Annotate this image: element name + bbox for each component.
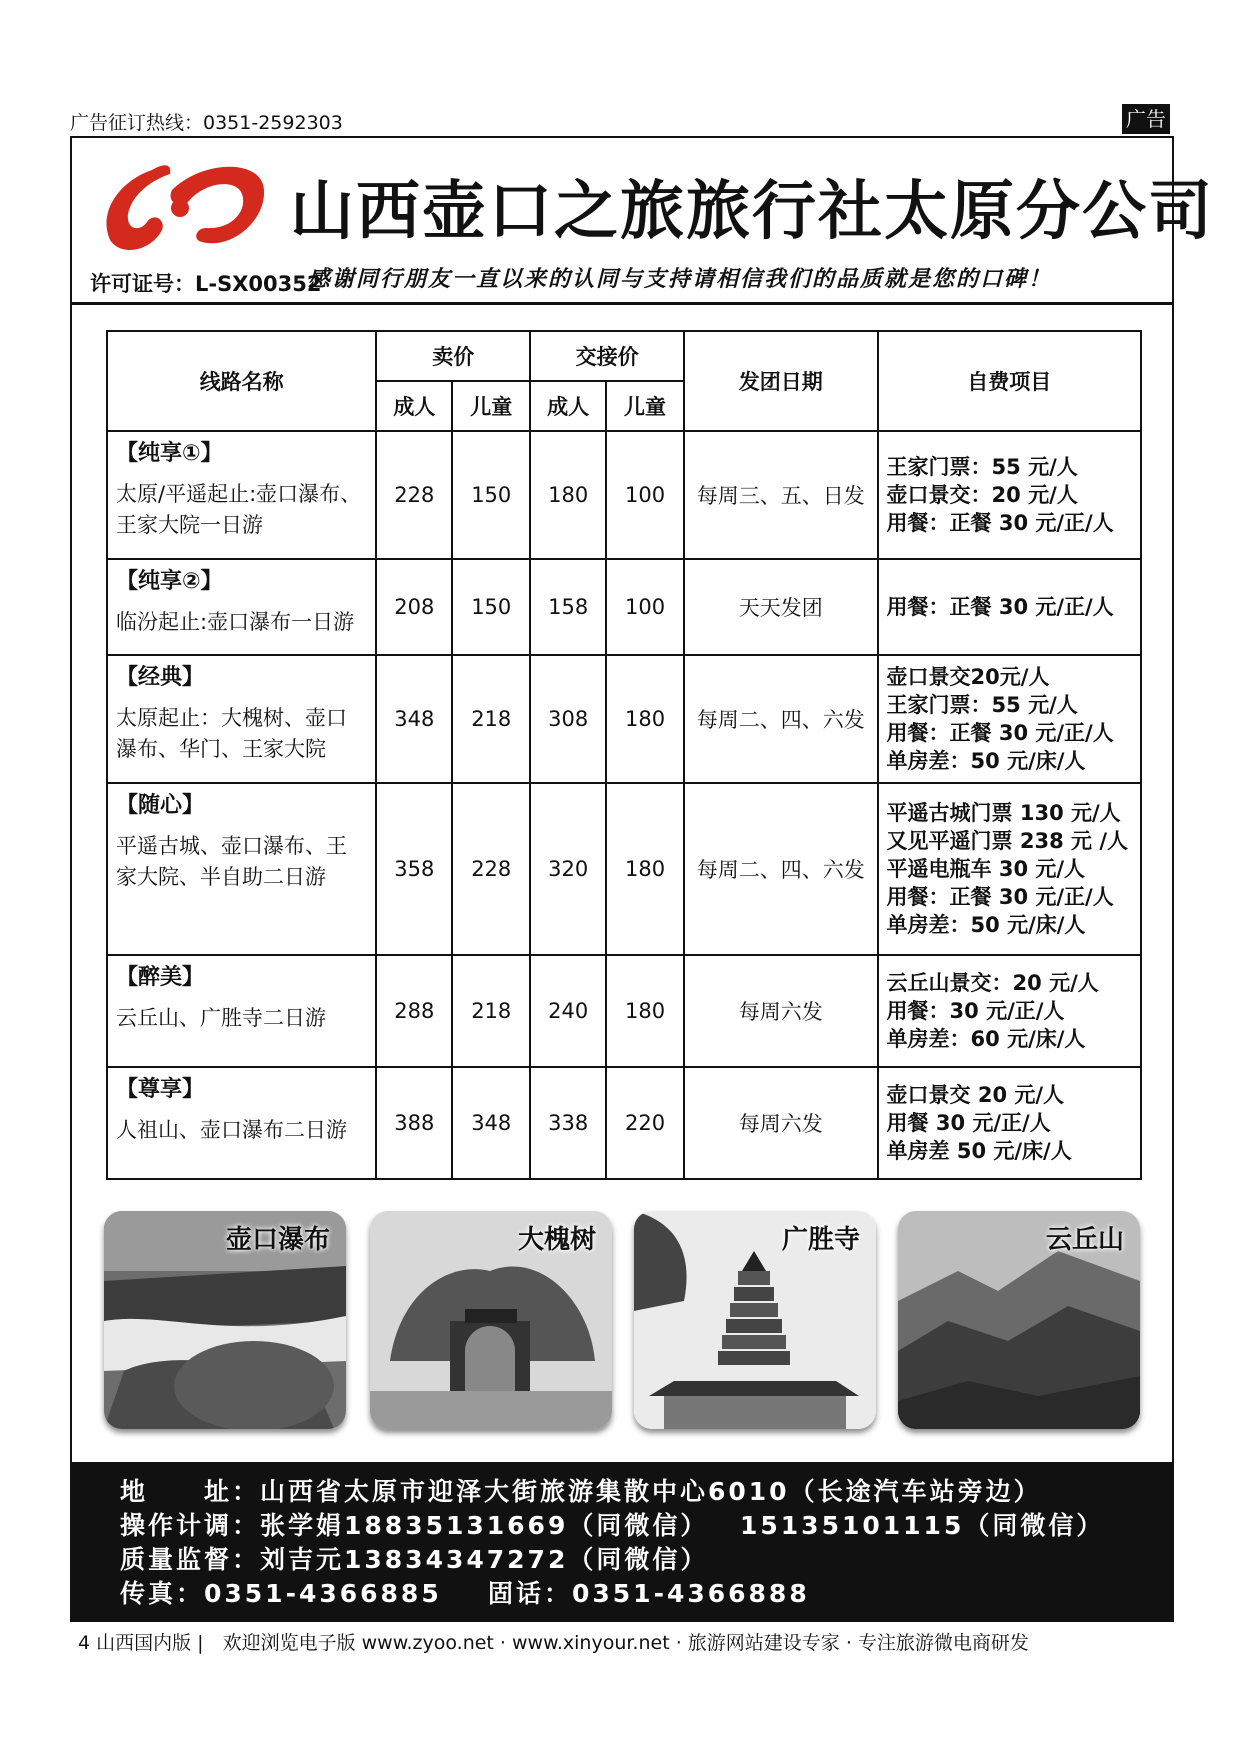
route-name: 【随心】: [116, 793, 205, 818]
ad-tag: 广告: [1122, 104, 1170, 134]
extra-item: 壶口景交 20 元/人: [886, 1083, 1065, 1107]
transfer-child: 220: [606, 1067, 684, 1179]
route-cell: [107, 1067, 376, 1179]
transfer-adult: 320: [530, 783, 606, 955]
departure-date: 每周三、五、日发: [684, 431, 878, 559]
departure-date: 每周六发: [684, 955, 878, 1067]
extras-cell: [878, 1067, 1141, 1179]
transfer-child: 180: [606, 783, 684, 955]
sale-adult: 388: [376, 1067, 452, 1179]
extra-item: 单房差：50 元/床/人: [886, 749, 1086, 773]
fax-number: 传真：0351-4366885: [120, 1579, 442, 1608]
route-name: 【尊享】: [116, 1077, 205, 1102]
transfer-child: 180: [606, 655, 684, 783]
sale-adult: 228: [376, 431, 452, 559]
operator-phone-2: 15135101115（同微信）: [740, 1511, 1105, 1540]
route-name: 【纯享②】: [116, 569, 223, 594]
extra-item: 壶口景交20元/人: [886, 665, 1050, 689]
extra-item: 又见平遥门票 238 元 /人: [886, 829, 1128, 853]
table-row: [107, 559, 1141, 655]
extra-item: 用餐：30 元/正/人: [886, 999, 1065, 1023]
route-desc: 太原起止：大槐树、壶口瀑布、华门、王家大院: [116, 706, 347, 761]
header-transfer-child: 儿童: [606, 381, 684, 431]
route-cell: [107, 955, 376, 1067]
header-route: 线路名称: [107, 331, 376, 431]
extra-item: 平遥电瓶车 30 元/人: [886, 857, 1086, 881]
sale-adult: 288: [376, 955, 452, 1067]
extra-item: 壶口景交：20 元/人: [886, 483, 1078, 507]
extra-item: 王家门票：55 元/人: [886, 455, 1078, 479]
route-name: 【醉美】: [116, 965, 205, 990]
address: 地 址：山西省太原市迎泽大街旅游集散中心6010（长途汽车站旁边）: [120, 1477, 1042, 1506]
sale-adult: 208: [376, 559, 452, 655]
table-row: [107, 783, 1141, 955]
route-cell: [107, 431, 376, 559]
route-desc: 临汾起止:壶口瀑布一日游: [116, 610, 355, 634]
departure-date: 每周二、四、六发: [684, 783, 878, 955]
sale-child: 150: [452, 431, 530, 559]
route-name: 【经典】: [116, 665, 205, 690]
extra-item: 云丘山景交：20 元/人: [886, 971, 1099, 995]
extra-item: 用餐：正餐 30 元/正/人: [886, 595, 1114, 619]
transfer-child: 100: [606, 431, 684, 559]
sale-child: 150: [452, 559, 530, 655]
company-name: 山西壶口之旅旅行社太原分公司: [290, 174, 1214, 249]
header-extras: 自费项目: [878, 331, 1141, 431]
header-sale-adult: 成人: [376, 381, 452, 431]
extra-item: 王家门票：55 元/人: [886, 693, 1078, 717]
contact-panel: [72, 1462, 1172, 1620]
transfer-adult: 180: [530, 431, 606, 559]
transfer-child: 100: [606, 559, 684, 655]
transfer-adult: 240: [530, 955, 606, 1067]
photo-waterfall: [104, 1211, 346, 1429]
photo-label: 云丘山: [1045, 1225, 1124, 1255]
slogan: 感谢同行朋友一直以来的认同与支持请相信我们的品质就是您的口碑！: [308, 267, 1053, 292]
header-sale-child: 儿童: [452, 381, 530, 431]
extra-item: 用餐：正餐 30 元/正/人: [886, 511, 1114, 535]
table-row: [107, 955, 1141, 1067]
sale-adult: 348: [376, 655, 452, 783]
sale-child: 218: [452, 955, 530, 1067]
header-sale-price: 卖价: [376, 331, 530, 381]
extra-item: 单房差：60 元/床/人: [886, 1027, 1086, 1051]
route-name: 【纯享①】: [116, 441, 223, 466]
extras-cell: [878, 783, 1141, 955]
extras-cell: [878, 955, 1141, 1067]
transfer-adult: 158: [530, 559, 606, 655]
transfer-child: 180: [606, 955, 684, 1067]
extra-item: 单房差 50 元/床/人: [886, 1139, 1072, 1163]
departure-date: 每周二、四、六发: [684, 655, 878, 783]
extra-item: 单房差：50 元/床/人: [886, 913, 1086, 937]
photo-mountain: [898, 1211, 1140, 1429]
route-desc: 平遥古城、壶口瀑布、王家大院、半自助二日游: [116, 834, 347, 889]
transfer-adult: 338: [530, 1067, 606, 1179]
company-logo-icon: [92, 150, 272, 260]
photo-label: 壶口瀑布: [225, 1225, 330, 1255]
departure-date: 每周六发: [684, 1067, 878, 1179]
extra-item: 用餐 30 元/正/人: [886, 1111, 1051, 1135]
route-desc: 人祖山、壶口瀑布二日游: [116, 1118, 347, 1142]
photo-label: 广胜寺: [781, 1225, 860, 1255]
quality-supervisor: 质量监督：刘吉元13834347272（同微信）: [120, 1545, 709, 1574]
route-cell: [107, 655, 376, 783]
extra-item: 用餐：正餐 30 元/正/人: [886, 721, 1114, 745]
photo-label: 大槐树: [517, 1225, 596, 1255]
extra-item: 平遥古城门票 130 元/人: [886, 801, 1121, 825]
license-number: 许可证号：L-SX00352: [90, 272, 322, 296]
sale-child: 218: [452, 655, 530, 783]
transfer-adult: 308: [530, 655, 606, 783]
route-desc: 太原/平遥起止:壶口瀑布、王家大院一日游: [116, 482, 362, 537]
header-transfer-adult: 成人: [530, 381, 606, 431]
ad-hotline: 广告征订热线：0351-2592303: [70, 112, 343, 134]
route-cell: [107, 559, 376, 655]
photo-gate: [370, 1211, 612, 1429]
sale-child: 348: [452, 1067, 530, 1179]
extras-cell: [878, 559, 1141, 655]
photo-pagoda: [634, 1211, 876, 1429]
header-divider: [70, 302, 1174, 305]
extras-cell: [878, 655, 1141, 783]
table-row: [107, 655, 1141, 783]
extras-cell: [878, 431, 1141, 559]
operator-contact: 操作计调：张学娟18835131669（同微信）: [120, 1511, 709, 1540]
route-price-table: [106, 330, 1142, 1180]
route-cell: [107, 783, 376, 955]
header-transfer-price: 交接价: [530, 331, 684, 381]
header-departure: 发团日期: [684, 331, 878, 431]
landline-number: 固话：0351-4366888: [488, 1579, 810, 1608]
departure-date: 天天发团: [684, 559, 878, 655]
page-footer: 4 山西国内版 | 欢迎浏览电子版 www.zyoo.net · www.xinyour.net · 旅游网站建设专家 · 专注旅游微电商研发: [78, 1632, 1029, 1654]
table-row: [107, 431, 1141, 559]
table-row: [107, 1067, 1141, 1179]
sale-adult: 358: [376, 783, 452, 955]
sale-child: 228: [452, 783, 530, 955]
extra-item: 用餐：正餐 30 元/正/人: [886, 885, 1114, 909]
route-desc: 云丘山、广胜寺二日游: [116, 1006, 326, 1030]
